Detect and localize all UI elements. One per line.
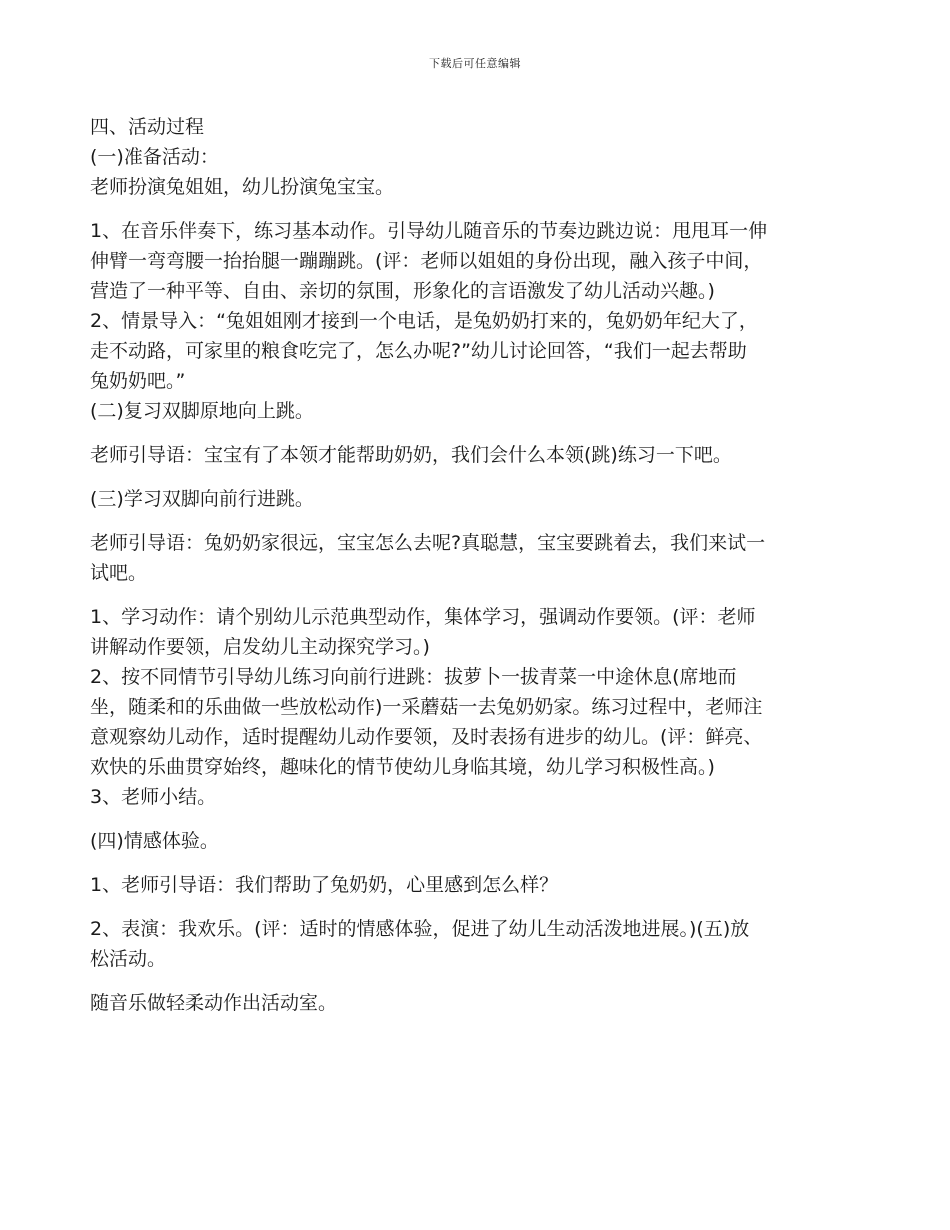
page-header: 下载后可任意编辑 bbox=[429, 57, 521, 70]
paragraph-line: 2、情景导入：“兔姐姐刚才接到一个电话，是兔奶奶打来的，兔奶奶年纪大了， bbox=[90, 310, 758, 332]
paragraph-line: 老师引导语：兔奶奶家很远，宝宝怎么去呢?真聪慧，宝宝要跳着去，我们来试一 bbox=[90, 532, 766, 554]
subsection-heading: (三)学习双脚向前行进跳。 bbox=[90, 488, 314, 510]
paragraph-line: 2、表演：我欢乐。(评：适时的情感体验，促进了幼儿生动活泼地进展。)(五)放 bbox=[90, 918, 750, 940]
paragraph-line: 2、按不同情节引导幼儿练习向前行进跳：拔萝卜一拔青菜一中途休息(席地而 bbox=[90, 666, 737, 688]
paragraph-line: 欢快的乐曲贯穿始终，趣味化的情节使幼儿身临其境，幼儿学习积极性高。) bbox=[90, 756, 715, 778]
document-body bbox=[90, 112, 865, 1018]
paragraph-line: 伸臂一弯弯腰一抬抬腿一蹦蹦跳。(评：老师以姐姐的身份出现，融入孩子中间， bbox=[90, 250, 763, 272]
section-heading: 四、活动过程 bbox=[90, 116, 205, 138]
paragraph-line: 松活动。 bbox=[90, 948, 167, 970]
paragraph-line: 老师引导语：宝宝有了本领才能帮助奶奶，我们会什么本领(跳)练习一下吧。 bbox=[90, 444, 732, 466]
paragraph-line: 试吧。 bbox=[90, 562, 148, 584]
subsection-heading: (二)复习双脚原地向上跳。 bbox=[90, 400, 314, 422]
paragraph-line: 1、老师引导语：我们帮助了兔奶奶，心里感到怎么样？ bbox=[90, 874, 559, 896]
paragraph-line: 1、在音乐伴奏下，练习基本动作。引导幼儿随音乐的节奏边跳边说：甩甩耳一伸 bbox=[90, 220, 768, 242]
paragraph-line: 意观察幼儿动作，适时提醒幼儿动作要领，及时表扬有进步的幼儿。(评：鲜亮、 bbox=[90, 726, 763, 748]
paragraph-line: 讲解动作要领，启发幼儿主动探究学习。) bbox=[90, 636, 430, 658]
paragraph-line: 1、学习动作：请个别幼儿示范典型动作，集体学习，强调动作要领。(评：老师 bbox=[90, 606, 756, 628]
paragraph-line: 老师扮演兔姐姐，幼儿扮演兔宝宝。 bbox=[90, 176, 395, 198]
subsection-heading: (一)准备活动： bbox=[90, 146, 219, 168]
paragraph-line: 兔奶奶吧。” bbox=[90, 370, 186, 392]
paragraph-line: 营造了一种平等、自由、亲切的氛围，形象化的言语激发了幼儿活动兴趣。) bbox=[90, 280, 715, 302]
paragraph-line: 随音乐做轻柔动作出活动室。 bbox=[90, 992, 338, 1014]
paragraph-line: 3、老师小结。 bbox=[90, 786, 217, 808]
paragraph-line: 走不动路，可家里的粮食吃完了，怎么办呢?”幼儿讨论回答，“我们一起去帮助 bbox=[90, 340, 747, 362]
subsection-heading: (四)情感体验。 bbox=[90, 830, 219, 852]
paragraph-line: 坐，随柔和的乐曲做一些放松动作)一采蘑菇一去兔奶奶家。练习过程中，老师注 bbox=[90, 696, 763, 718]
